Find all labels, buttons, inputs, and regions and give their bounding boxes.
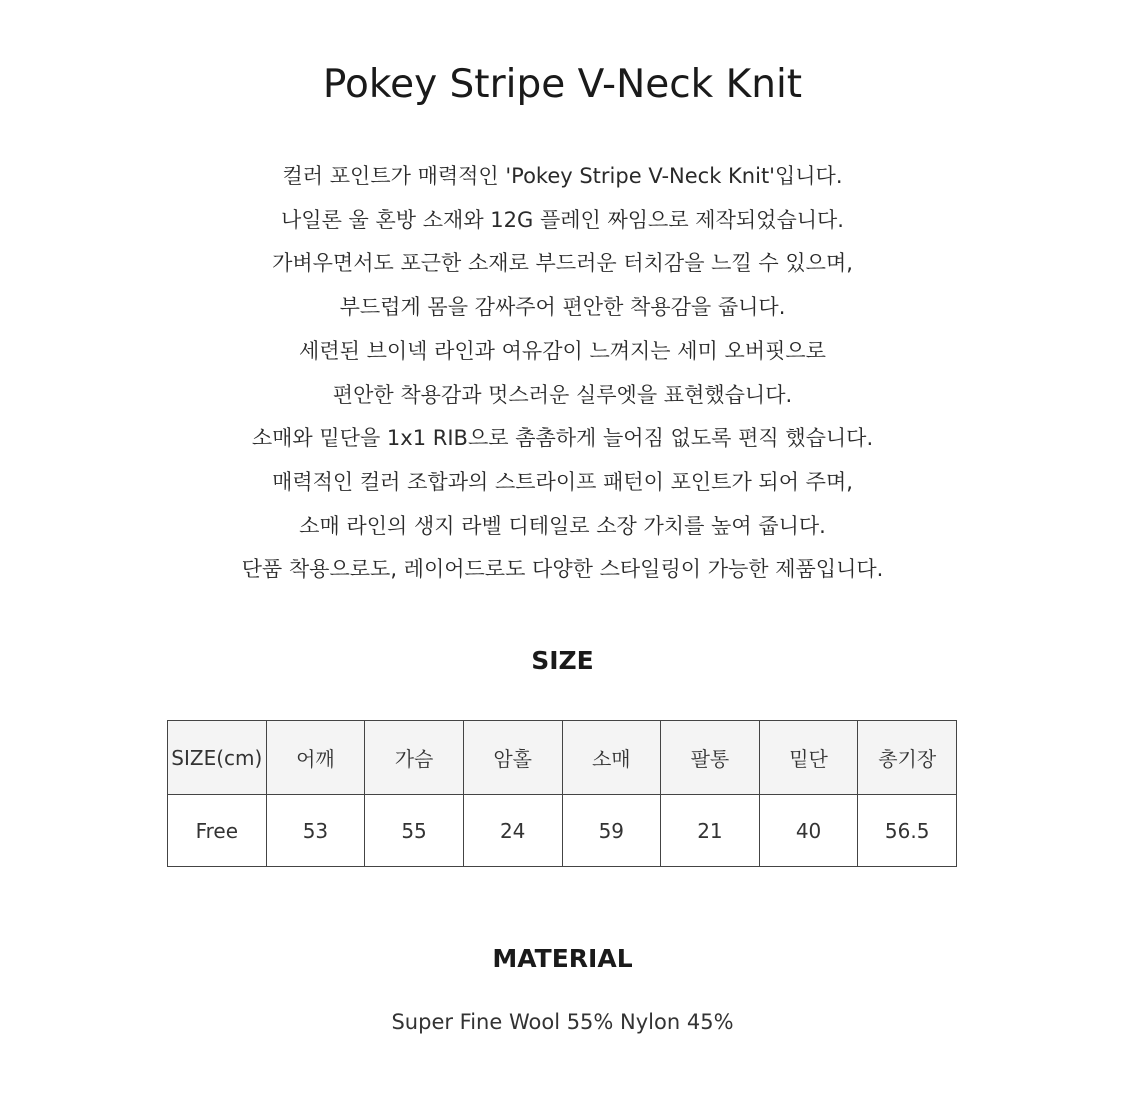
- size-table: [167, 720, 957, 867]
- cell-armhole: 24: [463, 795, 562, 867]
- product-description: [0, 155, 1125, 592]
- table-row: [168, 795, 957, 867]
- header-shoulder: 어깨: [266, 721, 365, 795]
- size-table-header-row: [168, 721, 957, 795]
- description-line: 부드럽게 몸을 감싸주어 편안한 착용감을 줍니다.: [339, 295, 786, 320]
- size-heading: SIZE: [531, 646, 594, 675]
- description-line: 편안한 착용감과 멋스러운 실루엣을 표현했습니다.: [332, 382, 793, 407]
- description-line: 소매와 밑단을 1x1 RIB으로 촘촘하게 늘어짐 없도록 편직 했습니다.: [251, 426, 874, 451]
- cell-hem: 40: [759, 795, 858, 867]
- cell-chest: 55: [365, 795, 464, 867]
- material-text: Super Fine Wool 55% Nylon 45%: [391, 1010, 734, 1034]
- material-heading: MATERIAL: [492, 944, 633, 973]
- header-size-cm: SIZE(cm): [168, 721, 267, 795]
- description-line: 가벼우면서도 포근한 소재로 부드러운 터치감을 느낄 수 있으며,: [272, 251, 853, 276]
- header-armhole: 암홀: [463, 721, 562, 795]
- header-chest: 가슴: [365, 721, 464, 795]
- cell-sleeve: 59: [562, 795, 661, 867]
- cell-shoulder: 53: [266, 795, 365, 867]
- description-line: 세련된 브이넥 라인과 여유감이 느껴지는 세미 오버핏으로: [299, 338, 826, 363]
- cell-sleeve-width: 21: [661, 795, 760, 867]
- description-line: 나일론 울 혼방 소재와 12G 플레인 짜임으로 제작되었습니다.: [281, 207, 844, 232]
- description-line: 컬러 포인트가 매력적인 'Pokey Stripe V-Neck Knit'입니다.: [282, 164, 843, 188]
- description-line: 소매 라인의 생지 라벨 디테일로 소장 가치를 높여 줍니다.: [299, 513, 826, 538]
- header-sleeve: 소매: [562, 721, 661, 795]
- description-line: 단품 착용으로도, 레이어드로도 다양한 스타일링이 가능한 제품입니다.: [241, 557, 884, 582]
- cell-total-length: 56.5: [858, 795, 957, 867]
- header-total-length: 총기장: [858, 721, 957, 795]
- description-line: 매력적인 컬러 조합과의 스트라이프 패턴이 포인트가 되어 주며,: [272, 469, 853, 494]
- header-hem: 밑단: [759, 721, 858, 795]
- product-title: Pokey Stripe V-Neck Knit: [322, 62, 803, 107]
- cell-size: Free: [168, 795, 267, 867]
- header-sleeve-width: 팔통: [661, 721, 760, 795]
